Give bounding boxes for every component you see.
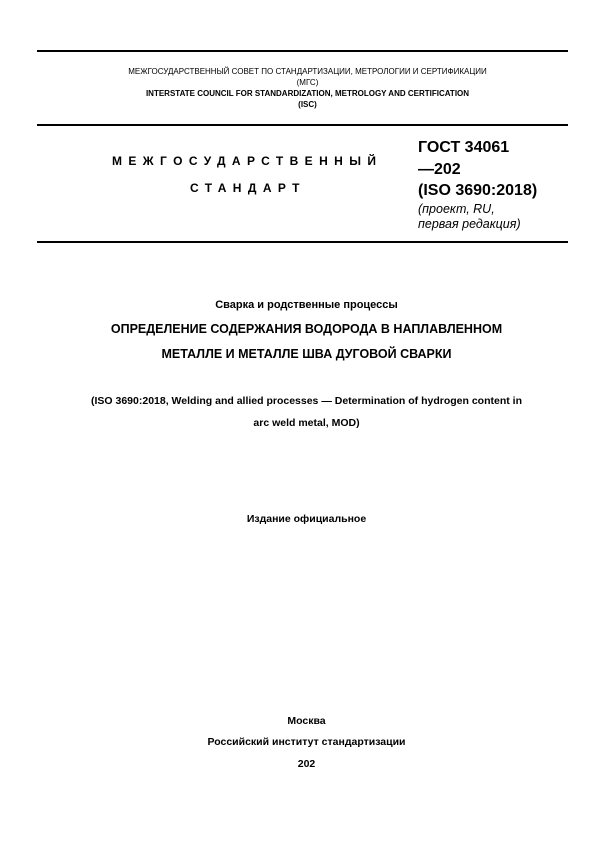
iso-title-line2: arc weld metal, MOD)	[253, 417, 360, 429]
draft-status-line1: (проект, RU,	[418, 202, 495, 216]
designation-rule	[37, 241, 568, 243]
header-rule	[37, 124, 568, 126]
council-block	[37, 66, 578, 110]
standard-type-line2: СТАНДАРТ	[190, 181, 306, 195]
council-name-ru: МЕЖГОСУДАРСТВЕННЫЙ СОВЕТ ПО СТАНДАРТИЗАЦИИ, МЕТРОЛОГИИ И СЕРТИФИКАЦИИ	[128, 67, 487, 76]
draft-status-line2: первая редакция)	[418, 217, 521, 231]
document-title-line2: МЕТАЛЛЕ И МЕТАЛЛЕ ШВА ДУГОВОЙ СВАРКИ	[161, 347, 452, 361]
document-title-line1: ОПРЕДЕЛЕНИЕ СОДЕРЖАНИЯ ВОДОРОДА В НАПЛАВЛЕННОМ	[110, 322, 503, 336]
iso-title-line1: (ISO 3690:2018, Welding and allied processes — Determination of hydrogen content in	[91, 395, 522, 407]
document-subtitle: Сварка и родственные процессы	[215, 299, 398, 311]
standard-type-line1: МЕЖГОСУДАРСТВЕННЫЙ	[112, 154, 383, 168]
iso-reference: (ISO 3690:2018)	[418, 182, 538, 199]
gost-year: —202	[418, 161, 461, 178]
gost-number: ГОСТ 34061	[418, 139, 510, 156]
council-abbr-en: (ISC)	[298, 100, 317, 109]
publication-year: 202	[297, 758, 316, 770]
publisher-city: Москва	[287, 715, 326, 727]
council-abbr-ru: (МГС)	[296, 78, 319, 87]
council-name-en: INTERSTATE COUNCIL FOR STANDARDIZATION, METROLOGY AND CERTIFICATION	[145, 89, 470, 98]
edition-label: Издание официальное	[246, 513, 367, 525]
top-rule	[37, 50, 568, 52]
publisher-institute: Российский институт стандартизации	[207, 736, 406, 748]
